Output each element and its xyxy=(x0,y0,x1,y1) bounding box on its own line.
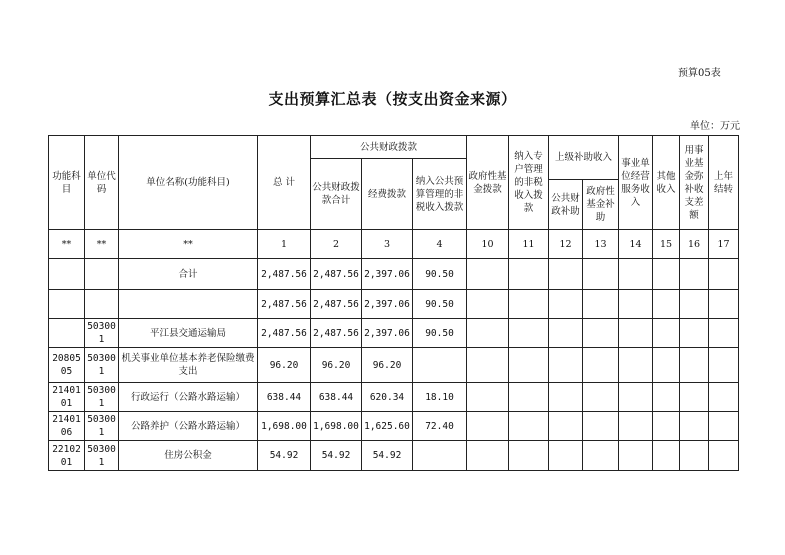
empty-cell xyxy=(509,290,549,319)
func-code-cell: 2140106 xyxy=(49,412,85,441)
table-row xyxy=(49,259,739,290)
unit-code-cell: 503001 xyxy=(85,383,119,412)
header-carryover: 上年结转 xyxy=(709,136,739,230)
empty-cell xyxy=(549,290,583,319)
empty-cell xyxy=(680,259,709,290)
index-cell: 2 xyxy=(311,230,362,259)
empty-cell xyxy=(619,441,653,471)
total-cell: 638.44 xyxy=(258,383,311,412)
header-gov-fund-subsidy: 政府性基金补助 xyxy=(583,180,619,230)
header-total: 总 计 xyxy=(258,136,311,230)
unit-name-cell: 机关事业单位基本养老保险缴费支出 xyxy=(119,348,258,383)
table-row xyxy=(49,290,739,319)
header-higher-subsidy: 上级补助收入 xyxy=(549,136,619,180)
header-funding: 经费拨款 xyxy=(362,159,413,230)
index-cell: 13 xyxy=(583,230,619,259)
empty-cell xyxy=(653,290,680,319)
func-code-cell xyxy=(49,259,85,290)
total-cell: 54.92 xyxy=(258,441,311,471)
nontax-cell: 18.10 xyxy=(413,383,467,412)
empty-cell xyxy=(619,412,653,441)
form-number: 预算05表 xyxy=(678,68,721,79)
empty-cell xyxy=(680,348,709,383)
empty-cell xyxy=(467,412,509,441)
header-biz-fund-makeup: 用事业基金弥补收支差额 xyxy=(680,136,709,230)
index-cell: 4 xyxy=(413,230,467,259)
empty-cell xyxy=(619,348,653,383)
unit-code-cell: 503001 xyxy=(85,441,119,471)
empty-cell xyxy=(549,383,583,412)
empty-cell xyxy=(549,259,583,290)
index-cell: ** xyxy=(85,230,119,259)
index-cell: 14 xyxy=(619,230,653,259)
header-public-subsidy: 公共财政补助 xyxy=(549,180,583,230)
index-cell: 12 xyxy=(549,230,583,259)
empty-cell xyxy=(653,259,680,290)
index-cell: 10 xyxy=(467,230,509,259)
index-cell: 3 xyxy=(362,230,413,259)
index-cell: 11 xyxy=(509,230,549,259)
index-cell: 17 xyxy=(709,230,739,259)
empty-cell xyxy=(549,441,583,471)
unit-name-cell: 公路养护（公路水路运输） xyxy=(119,412,258,441)
total-cell: 96.20 xyxy=(258,348,311,383)
nontax-cell: 72.40 xyxy=(413,412,467,441)
pf-total-cell: 2,487.56 xyxy=(311,259,362,290)
index-cell: 15 xyxy=(653,230,680,259)
empty-cell xyxy=(467,319,509,348)
table-row xyxy=(49,441,739,471)
empty-cell xyxy=(709,319,739,348)
empty-cell xyxy=(709,348,739,383)
empty-cell xyxy=(653,319,680,348)
header-nontax-budget: 纳入公共预算管理的非税收入拨款 xyxy=(413,159,467,230)
empty-cell xyxy=(467,259,509,290)
unit-code-cell: 503001 xyxy=(85,412,119,441)
unit-name-cell: 行政运行（公路水路运输） xyxy=(119,383,258,412)
func-code-cell xyxy=(49,319,85,348)
empty-cell xyxy=(680,383,709,412)
empty-cell xyxy=(619,319,653,348)
empty-cell xyxy=(680,319,709,348)
empty-cell xyxy=(509,441,549,471)
header-pf-total: 公共财政拨款合计 xyxy=(311,159,362,230)
pf-total-cell: 2,487.56 xyxy=(311,319,362,348)
header-biz-service: 事业单位经营服务收入 xyxy=(619,136,653,230)
index-cell: 16 xyxy=(680,230,709,259)
unit-name-cell xyxy=(119,290,258,319)
empty-cell xyxy=(709,290,739,319)
total-cell: 1,698.00 xyxy=(258,412,311,441)
empty-cell xyxy=(467,383,509,412)
pf-total-cell: 54.92 xyxy=(311,441,362,471)
budget-table xyxy=(48,135,739,471)
empty-cell xyxy=(509,412,549,441)
total-cell: 2,487.56 xyxy=(258,259,311,290)
index-cell: 1 xyxy=(258,230,311,259)
funding-cell: 620.34 xyxy=(362,383,413,412)
funding-cell: 2,397.06 xyxy=(362,259,413,290)
empty-cell xyxy=(619,383,653,412)
empty-cell xyxy=(549,412,583,441)
empty-cell xyxy=(549,319,583,348)
empty-cell xyxy=(467,290,509,319)
empty-cell xyxy=(709,259,739,290)
unit-code-cell: 503001 xyxy=(85,348,119,383)
total-cell: 2,487.56 xyxy=(258,319,311,348)
pf-total-cell: 2,487.56 xyxy=(311,290,362,319)
unit-label: 单位：万元 xyxy=(690,121,740,132)
empty-cell xyxy=(583,259,619,290)
unit-code-cell xyxy=(85,290,119,319)
pf-total-cell: 1,698.00 xyxy=(311,412,362,441)
empty-cell xyxy=(680,441,709,471)
header-func-code: 功能科目 xyxy=(49,136,85,230)
empty-cell xyxy=(680,290,709,319)
nontax-cell: 90.50 xyxy=(413,319,467,348)
empty-cell xyxy=(709,412,739,441)
nontax-cell: 90.50 xyxy=(413,290,467,319)
total-cell: 2,487.56 xyxy=(258,290,311,319)
unit-name-cell: 合计 xyxy=(119,259,258,290)
empty-cell xyxy=(680,412,709,441)
empty-cell xyxy=(509,319,549,348)
index-row xyxy=(49,230,739,259)
header-row-1 xyxy=(49,136,739,159)
empty-cell xyxy=(583,319,619,348)
unit-name-cell: 平江县交通运输局 xyxy=(119,319,258,348)
empty-cell xyxy=(653,412,680,441)
table-row xyxy=(49,319,739,348)
nontax-cell xyxy=(413,348,467,383)
empty-cell xyxy=(619,290,653,319)
empty-cell xyxy=(653,383,680,412)
empty-cell xyxy=(583,348,619,383)
empty-cell xyxy=(653,348,680,383)
table-row xyxy=(49,412,739,441)
header-gov-fund: 政府性基金拨款 xyxy=(467,136,509,230)
empty-cell xyxy=(467,348,509,383)
pf-total-cell: 96.20 xyxy=(311,348,362,383)
empty-cell xyxy=(467,441,509,471)
empty-cell xyxy=(583,290,619,319)
table-row xyxy=(49,383,739,412)
empty-cell xyxy=(709,441,739,471)
nontax-cell xyxy=(413,441,467,471)
empty-cell xyxy=(509,259,549,290)
func-code-cell: 2080505 xyxy=(49,348,85,383)
page-title: 支出预算汇总表（按支出资金来源） xyxy=(268,90,517,108)
empty-cell xyxy=(583,412,619,441)
funding-cell: 2,397.06 xyxy=(362,319,413,348)
funding-cell: 1,625.60 xyxy=(362,412,413,441)
table-row xyxy=(49,348,739,383)
funding-cell: 96.20 xyxy=(362,348,413,383)
header-other-income: 其他收入 xyxy=(653,136,680,230)
empty-cell xyxy=(509,383,549,412)
unit-name-cell: 住房公积金 xyxy=(119,441,258,471)
empty-cell xyxy=(709,383,739,412)
index-cell: ** xyxy=(49,230,85,259)
func-code-cell: 2210201 xyxy=(49,441,85,471)
empty-cell xyxy=(653,441,680,471)
empty-cell xyxy=(583,383,619,412)
empty-cell xyxy=(549,348,583,383)
header-unit-code: 单位代码 xyxy=(85,136,119,230)
func-code-cell xyxy=(49,290,85,319)
unit-code-cell xyxy=(85,259,119,290)
funding-cell: 2,397.06 xyxy=(362,290,413,319)
func-code-cell: 2140101 xyxy=(49,383,85,412)
header-unit-name: 单位名称(功能科目) xyxy=(119,136,258,230)
funding-cell: 54.92 xyxy=(362,441,413,471)
data-rows xyxy=(49,259,739,471)
empty-cell xyxy=(583,441,619,471)
index-cell: ** xyxy=(119,230,258,259)
header-public-finance: 公共财政拨款 xyxy=(311,136,467,159)
nontax-cell: 90.50 xyxy=(413,259,467,290)
unit-code-cell: 503001 xyxy=(85,319,119,348)
empty-cell xyxy=(509,348,549,383)
empty-cell xyxy=(619,259,653,290)
pf-total-cell: 638.44 xyxy=(311,383,362,412)
header-special-nontax: 纳入专户管理的非税收入拨款 xyxy=(509,136,549,230)
